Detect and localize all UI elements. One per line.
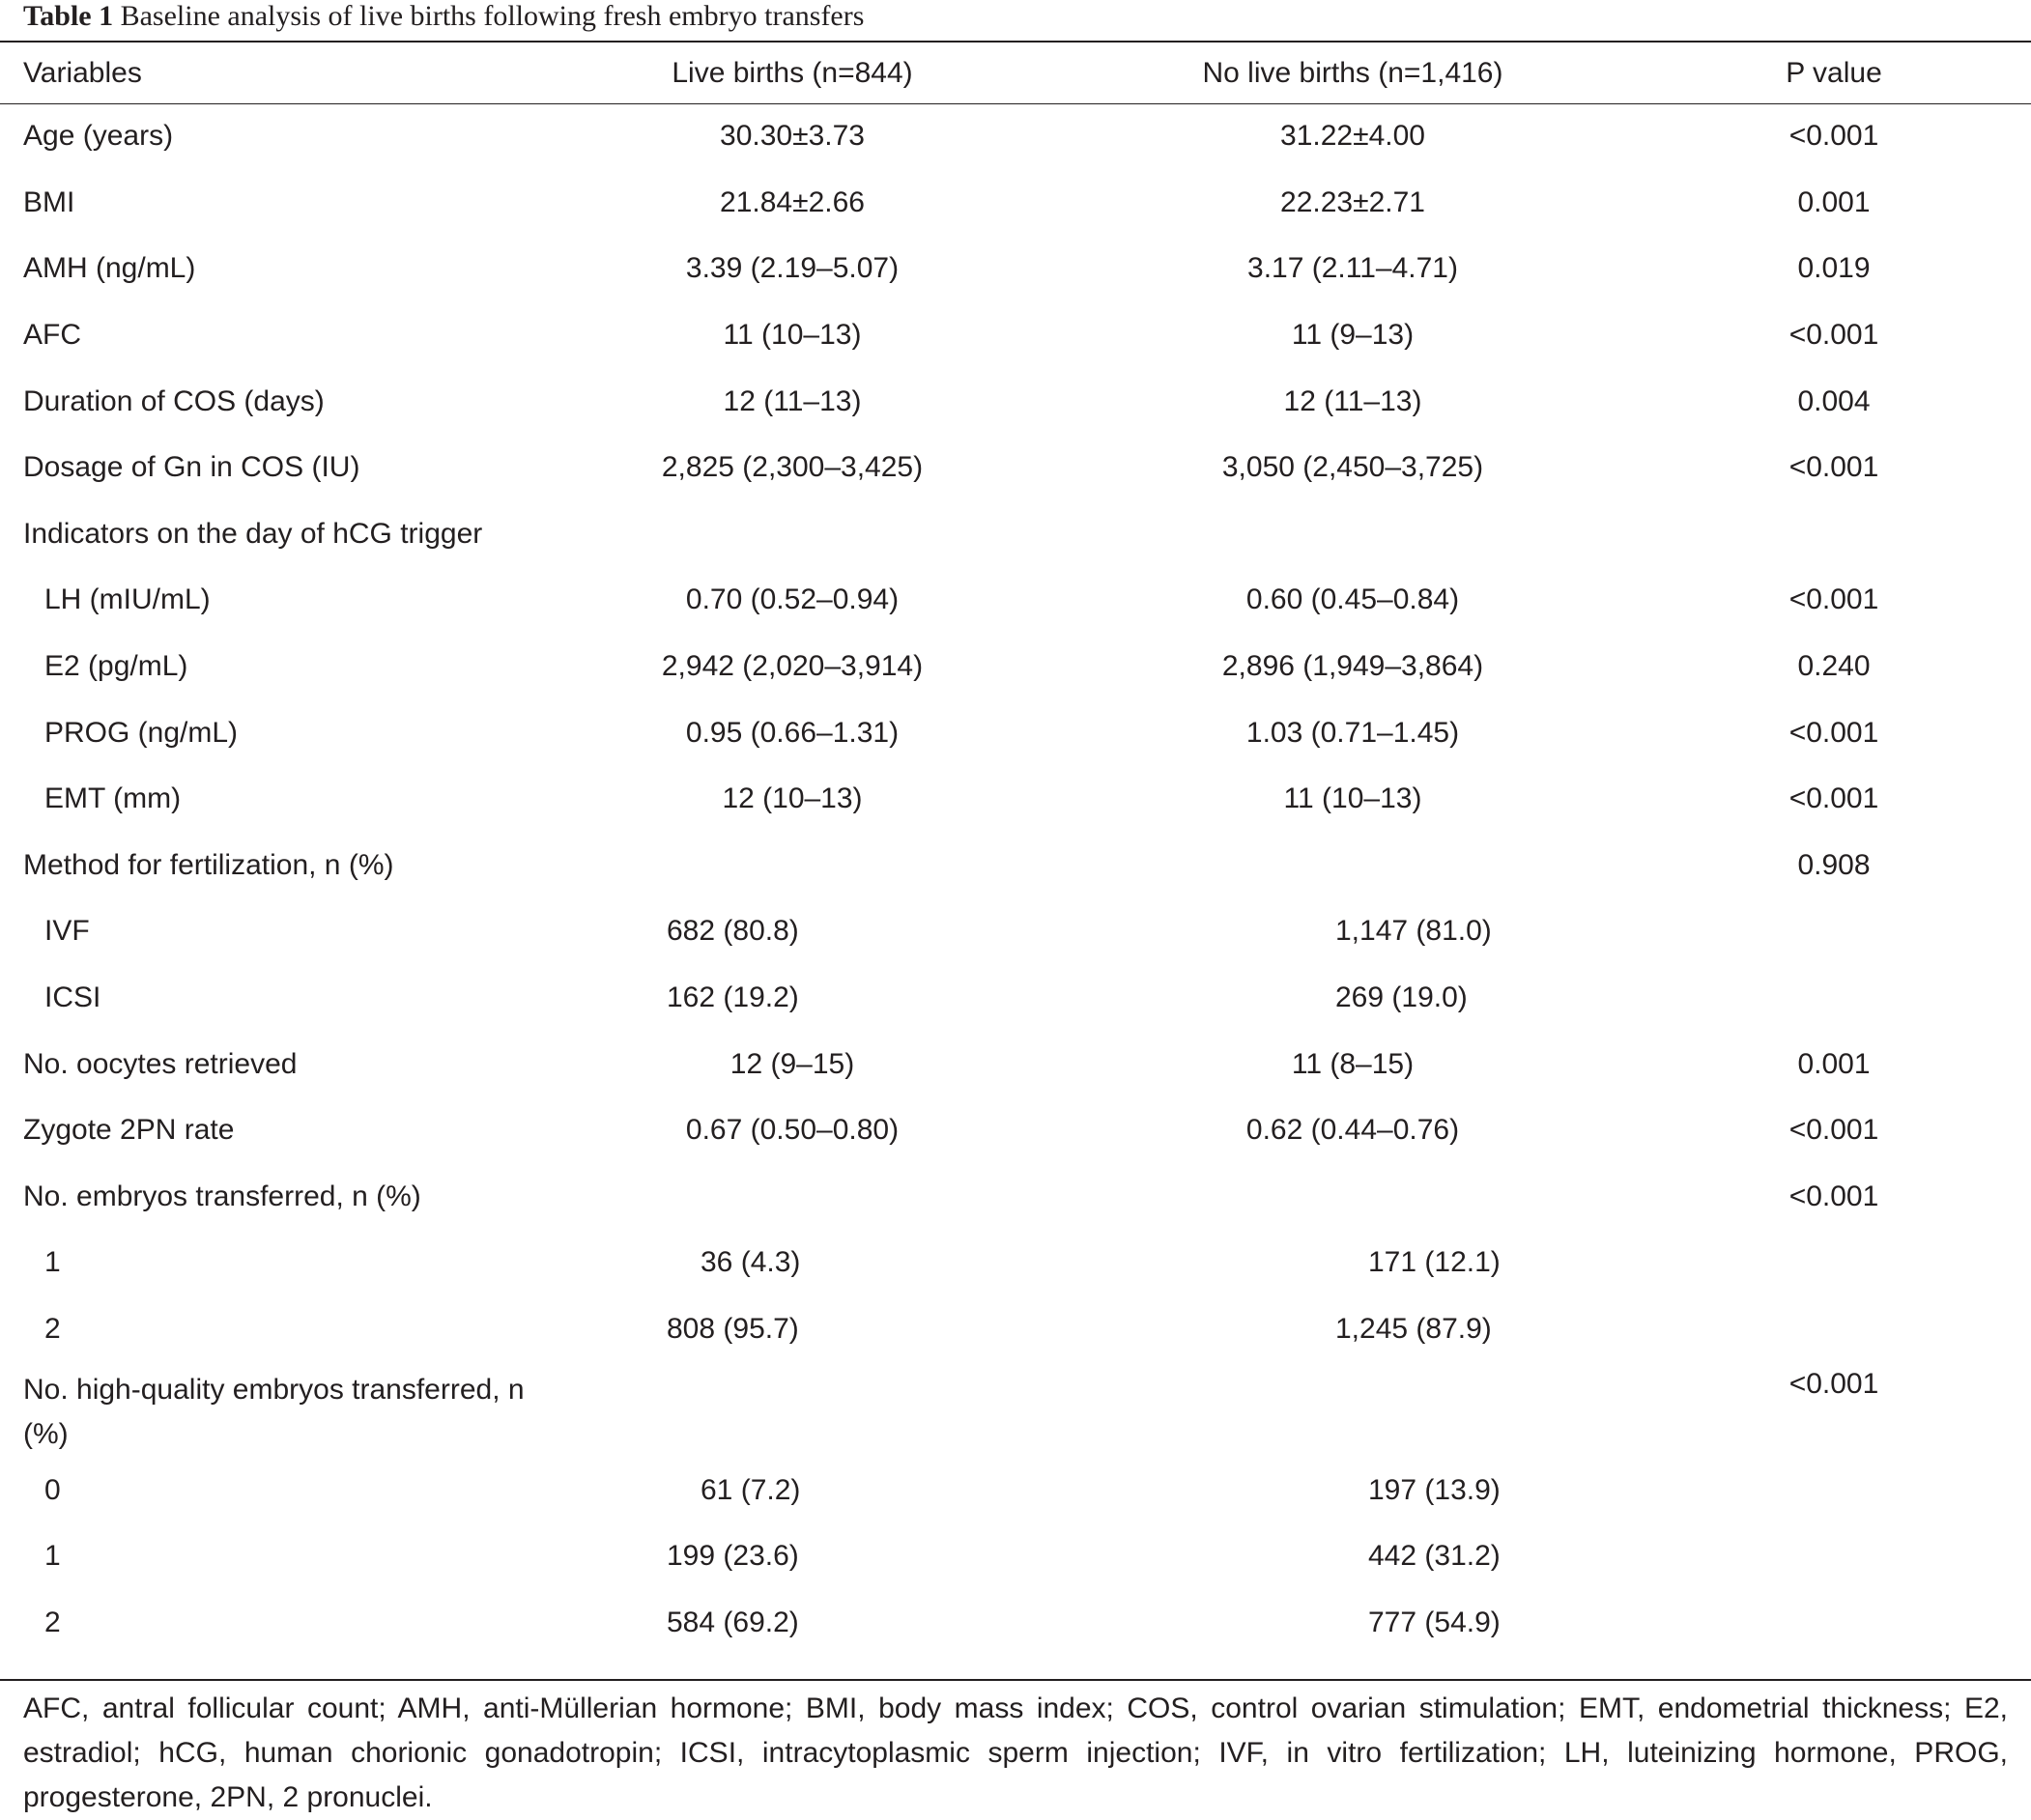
row-no-live-births xyxy=(1044,1164,1662,1231)
row-p-value-text: <0.001 xyxy=(1788,319,1879,352)
row-live-births: 3.39 (2.19–5.07) xyxy=(685,252,900,285)
row-p-value xyxy=(1662,1097,2031,1164)
table-caption xyxy=(23,0,864,33)
row-live-births: 11 (10–13) xyxy=(723,319,862,352)
row-p-value xyxy=(1662,634,2031,700)
row-variable: Indicators on the day of hCG trigger xyxy=(23,517,483,550)
row-p-value xyxy=(1662,898,2031,965)
row-p-value xyxy=(1662,766,2031,833)
table-row xyxy=(0,368,2031,435)
row-p-value xyxy=(1662,1589,2031,1656)
row-p-value xyxy=(1662,103,2031,170)
row-variable: AFC xyxy=(23,319,81,352)
row-p-value xyxy=(1662,1031,2031,1097)
row-live-births xyxy=(541,833,1044,899)
row-live-births: 0.95 (0.66–1.31) xyxy=(685,716,900,749)
table-row xyxy=(0,833,2031,899)
table-row xyxy=(0,236,2031,302)
row-p-value xyxy=(1662,368,2031,435)
row-no-live-births xyxy=(1044,1362,1662,1457)
row-variable: Age (years) xyxy=(23,120,174,153)
row-variable: Zygote 2PN rate xyxy=(23,1114,235,1147)
row-variable: 0 xyxy=(44,1473,61,1506)
row-live-births: 21.84±2.66 xyxy=(720,185,865,218)
table-row xyxy=(0,435,2031,501)
row-variable: AMH (ng/mL) xyxy=(23,252,196,285)
row-p-value-text: 0.240 xyxy=(1797,650,1871,683)
row-p-value xyxy=(1662,1230,2031,1296)
row-p-value xyxy=(1662,1362,2031,1457)
header-no-live-births: No live births (n=1,416) xyxy=(1202,56,1503,89)
row-no-live-births: 1.03 (0.71–1.45) xyxy=(1245,716,1460,749)
row-p-value-text: 0.001 xyxy=(1797,185,1871,218)
row-p-value-text: <0.001 xyxy=(1788,1114,1879,1147)
row-live-births: 2,825 (2,300–3,425) xyxy=(661,451,924,484)
row-variable: Duration of COS (days) xyxy=(23,384,325,417)
row-live-births: 12 (10–13) xyxy=(722,782,863,815)
row-live-births: 162 (19.2) xyxy=(667,981,799,1014)
row-p-value-text: <0.001 xyxy=(1788,1368,1879,1401)
row-p-value xyxy=(1662,567,2031,634)
row-live-births: 12 (11–13) xyxy=(723,384,862,417)
table-caption-label: Table 1 xyxy=(23,0,114,32)
row-variable: E2 (pg/mL) xyxy=(44,650,188,683)
row-variable: Method for fertilization, n (%) xyxy=(23,848,394,881)
table-row xyxy=(0,1230,2031,1296)
row-p-value xyxy=(1662,501,2031,568)
row-live-births xyxy=(541,1362,1044,1457)
table-row xyxy=(0,1457,2031,1523)
table-row xyxy=(0,302,2031,369)
table-row xyxy=(0,965,2031,1032)
row-live-births: 36 (4.3) xyxy=(701,1246,801,1279)
row-no-live-births: 442 (31.2) xyxy=(1368,1540,1501,1573)
table-footnote: AFC, antral follicular count; AMH, anti-Müllerian hormone; BMI, body mass index; COS, control ovarian stimulation; EMT, endometrial thickness; E2, estradiol; hCG, human chorionic gonadotropin; ICSI, intracytoplasmic sperm injection; IVF, in vitro fertilization; LH, luteinizing hormone, PROG, progesterone, 2PN, 2 pronuclei. xyxy=(23,1692,2008,1813)
row-variable: No. embryos transferred, n (%) xyxy=(23,1180,421,1212)
row-p-value xyxy=(1662,236,2031,302)
row-live-births: 0.70 (0.52–0.94) xyxy=(685,583,900,616)
row-p-value-text: <0.001 xyxy=(1788,451,1879,484)
row-no-live-births: 3,050 (2,450–3,725) xyxy=(1221,451,1484,484)
row-no-live-births xyxy=(1044,501,1662,568)
table-row xyxy=(0,1589,2031,1656)
row-variable: 2 xyxy=(44,1606,61,1638)
row-variable: Dosage of Gn in COS (IU) xyxy=(23,451,360,484)
row-no-live-births: 11 (9–13) xyxy=(1291,319,1415,352)
row-variable: No. high-quality embryos transferred, n (%) xyxy=(23,1374,525,1451)
row-no-live-births: 777 (54.9) xyxy=(1368,1606,1501,1638)
row-variable: ICSI xyxy=(44,981,101,1014)
row-no-live-births: 3.17 (2.11–4.71) xyxy=(1247,252,1458,285)
row-p-value-text: 0.004 xyxy=(1797,384,1871,417)
row-p-value-text: <0.001 xyxy=(1788,782,1879,815)
table-row xyxy=(0,501,2031,568)
row-p-value xyxy=(1662,1164,2031,1231)
row-live-births: 584 (69.2) xyxy=(667,1606,799,1638)
row-no-live-births: 11 (10–13) xyxy=(1283,782,1422,815)
row-no-live-births: 269 (19.0) xyxy=(1335,981,1468,1014)
table-row xyxy=(0,103,2031,170)
table-row xyxy=(0,1362,2031,1457)
row-live-births: 808 (95.7) xyxy=(667,1312,799,1345)
row-variable: 1 xyxy=(44,1540,61,1573)
row-p-value-text: <0.001 xyxy=(1788,716,1879,749)
row-p-value xyxy=(1662,170,2031,237)
row-p-value-text: 0.019 xyxy=(1797,252,1871,285)
table-caption-title: Baseline analysis of live births following fresh embryo transfers xyxy=(120,0,865,32)
row-no-live-births: 2,896 (1,949–3,864) xyxy=(1221,650,1484,683)
row-p-value xyxy=(1662,833,2031,899)
row-p-value xyxy=(1662,965,2031,1032)
row-no-live-births: 197 (13.9) xyxy=(1368,1473,1501,1506)
row-no-live-births: 0.60 (0.45–0.84) xyxy=(1245,583,1460,616)
row-variable: IVF xyxy=(44,915,90,948)
table-bottom-rule xyxy=(0,1679,2031,1681)
row-p-value xyxy=(1662,1296,2031,1363)
row-live-births: 30.30±3.73 xyxy=(720,120,865,153)
table-row xyxy=(0,567,2031,634)
row-variable: No. oocytes retrieved xyxy=(23,1047,298,1080)
row-variable: BMI xyxy=(23,185,75,218)
row-no-live-births: 171 (12.1) xyxy=(1368,1246,1501,1279)
row-p-value xyxy=(1662,1523,2031,1590)
row-live-births: 682 (80.8) xyxy=(667,915,799,948)
row-variable: PROG (ng/mL) xyxy=(44,716,239,749)
table-row xyxy=(0,1097,2031,1164)
row-p-value-text: 0.908 xyxy=(1797,848,1871,881)
row-p-value xyxy=(1662,435,2031,501)
baseline-table xyxy=(0,43,2031,1656)
table-row xyxy=(0,1164,2031,1231)
table-row xyxy=(0,170,2031,237)
row-p-value-text: 0.001 xyxy=(1797,1047,1871,1080)
row-live-births: 2,942 (2,020–3,914) xyxy=(661,650,924,683)
row-no-live-births: 1,245 (87.9) xyxy=(1335,1312,1492,1345)
row-p-value-text: <0.001 xyxy=(1788,583,1879,616)
row-variable: 2 xyxy=(44,1312,61,1345)
row-no-live-births: 12 (11–13) xyxy=(1283,384,1422,417)
row-live-births: 199 (23.6) xyxy=(667,1540,799,1573)
row-no-live-births: 1,147 (81.0) xyxy=(1335,915,1492,948)
table-row xyxy=(0,634,2031,700)
row-live-births: 0.67 (0.50–0.80) xyxy=(685,1114,900,1147)
table-row xyxy=(0,1031,2031,1097)
row-variable: LH (mIU/mL) xyxy=(44,583,211,616)
header-p-value-text: P value xyxy=(1786,56,1882,89)
header-p-value xyxy=(1662,43,2031,103)
row-p-value xyxy=(1662,302,2031,369)
row-variable: EMT (mm) xyxy=(44,782,182,815)
table-row xyxy=(0,1296,2031,1363)
row-no-live-births: 0.62 (0.44–0.76) xyxy=(1245,1114,1460,1147)
row-no-live-births xyxy=(1044,833,1662,899)
row-live-births xyxy=(541,501,1044,568)
row-no-live-births: 22.23±2.71 xyxy=(1280,185,1425,218)
table-header-row xyxy=(0,43,2031,103)
row-variable: 1 xyxy=(44,1246,61,1279)
row-p-value xyxy=(1662,699,2031,766)
row-no-live-births: 11 (8–15) xyxy=(1291,1047,1415,1080)
table-row xyxy=(0,1523,2031,1590)
table-row xyxy=(0,898,2031,965)
header-live-births: Live births (n=844) xyxy=(672,56,913,89)
row-no-live-births: 31.22±4.00 xyxy=(1280,120,1425,153)
row-live-births xyxy=(541,1164,1044,1231)
header-variables: Variables xyxy=(23,56,142,89)
row-p-value-text: <0.001 xyxy=(1788,120,1879,153)
row-live-births: 12 (9–15) xyxy=(729,1047,855,1080)
row-live-births: 61 (7.2) xyxy=(701,1473,801,1506)
row-p-value xyxy=(1662,1457,2031,1523)
row-p-value-text: <0.001 xyxy=(1788,1180,1879,1212)
table-row xyxy=(0,766,2031,833)
table-row xyxy=(0,699,2031,766)
